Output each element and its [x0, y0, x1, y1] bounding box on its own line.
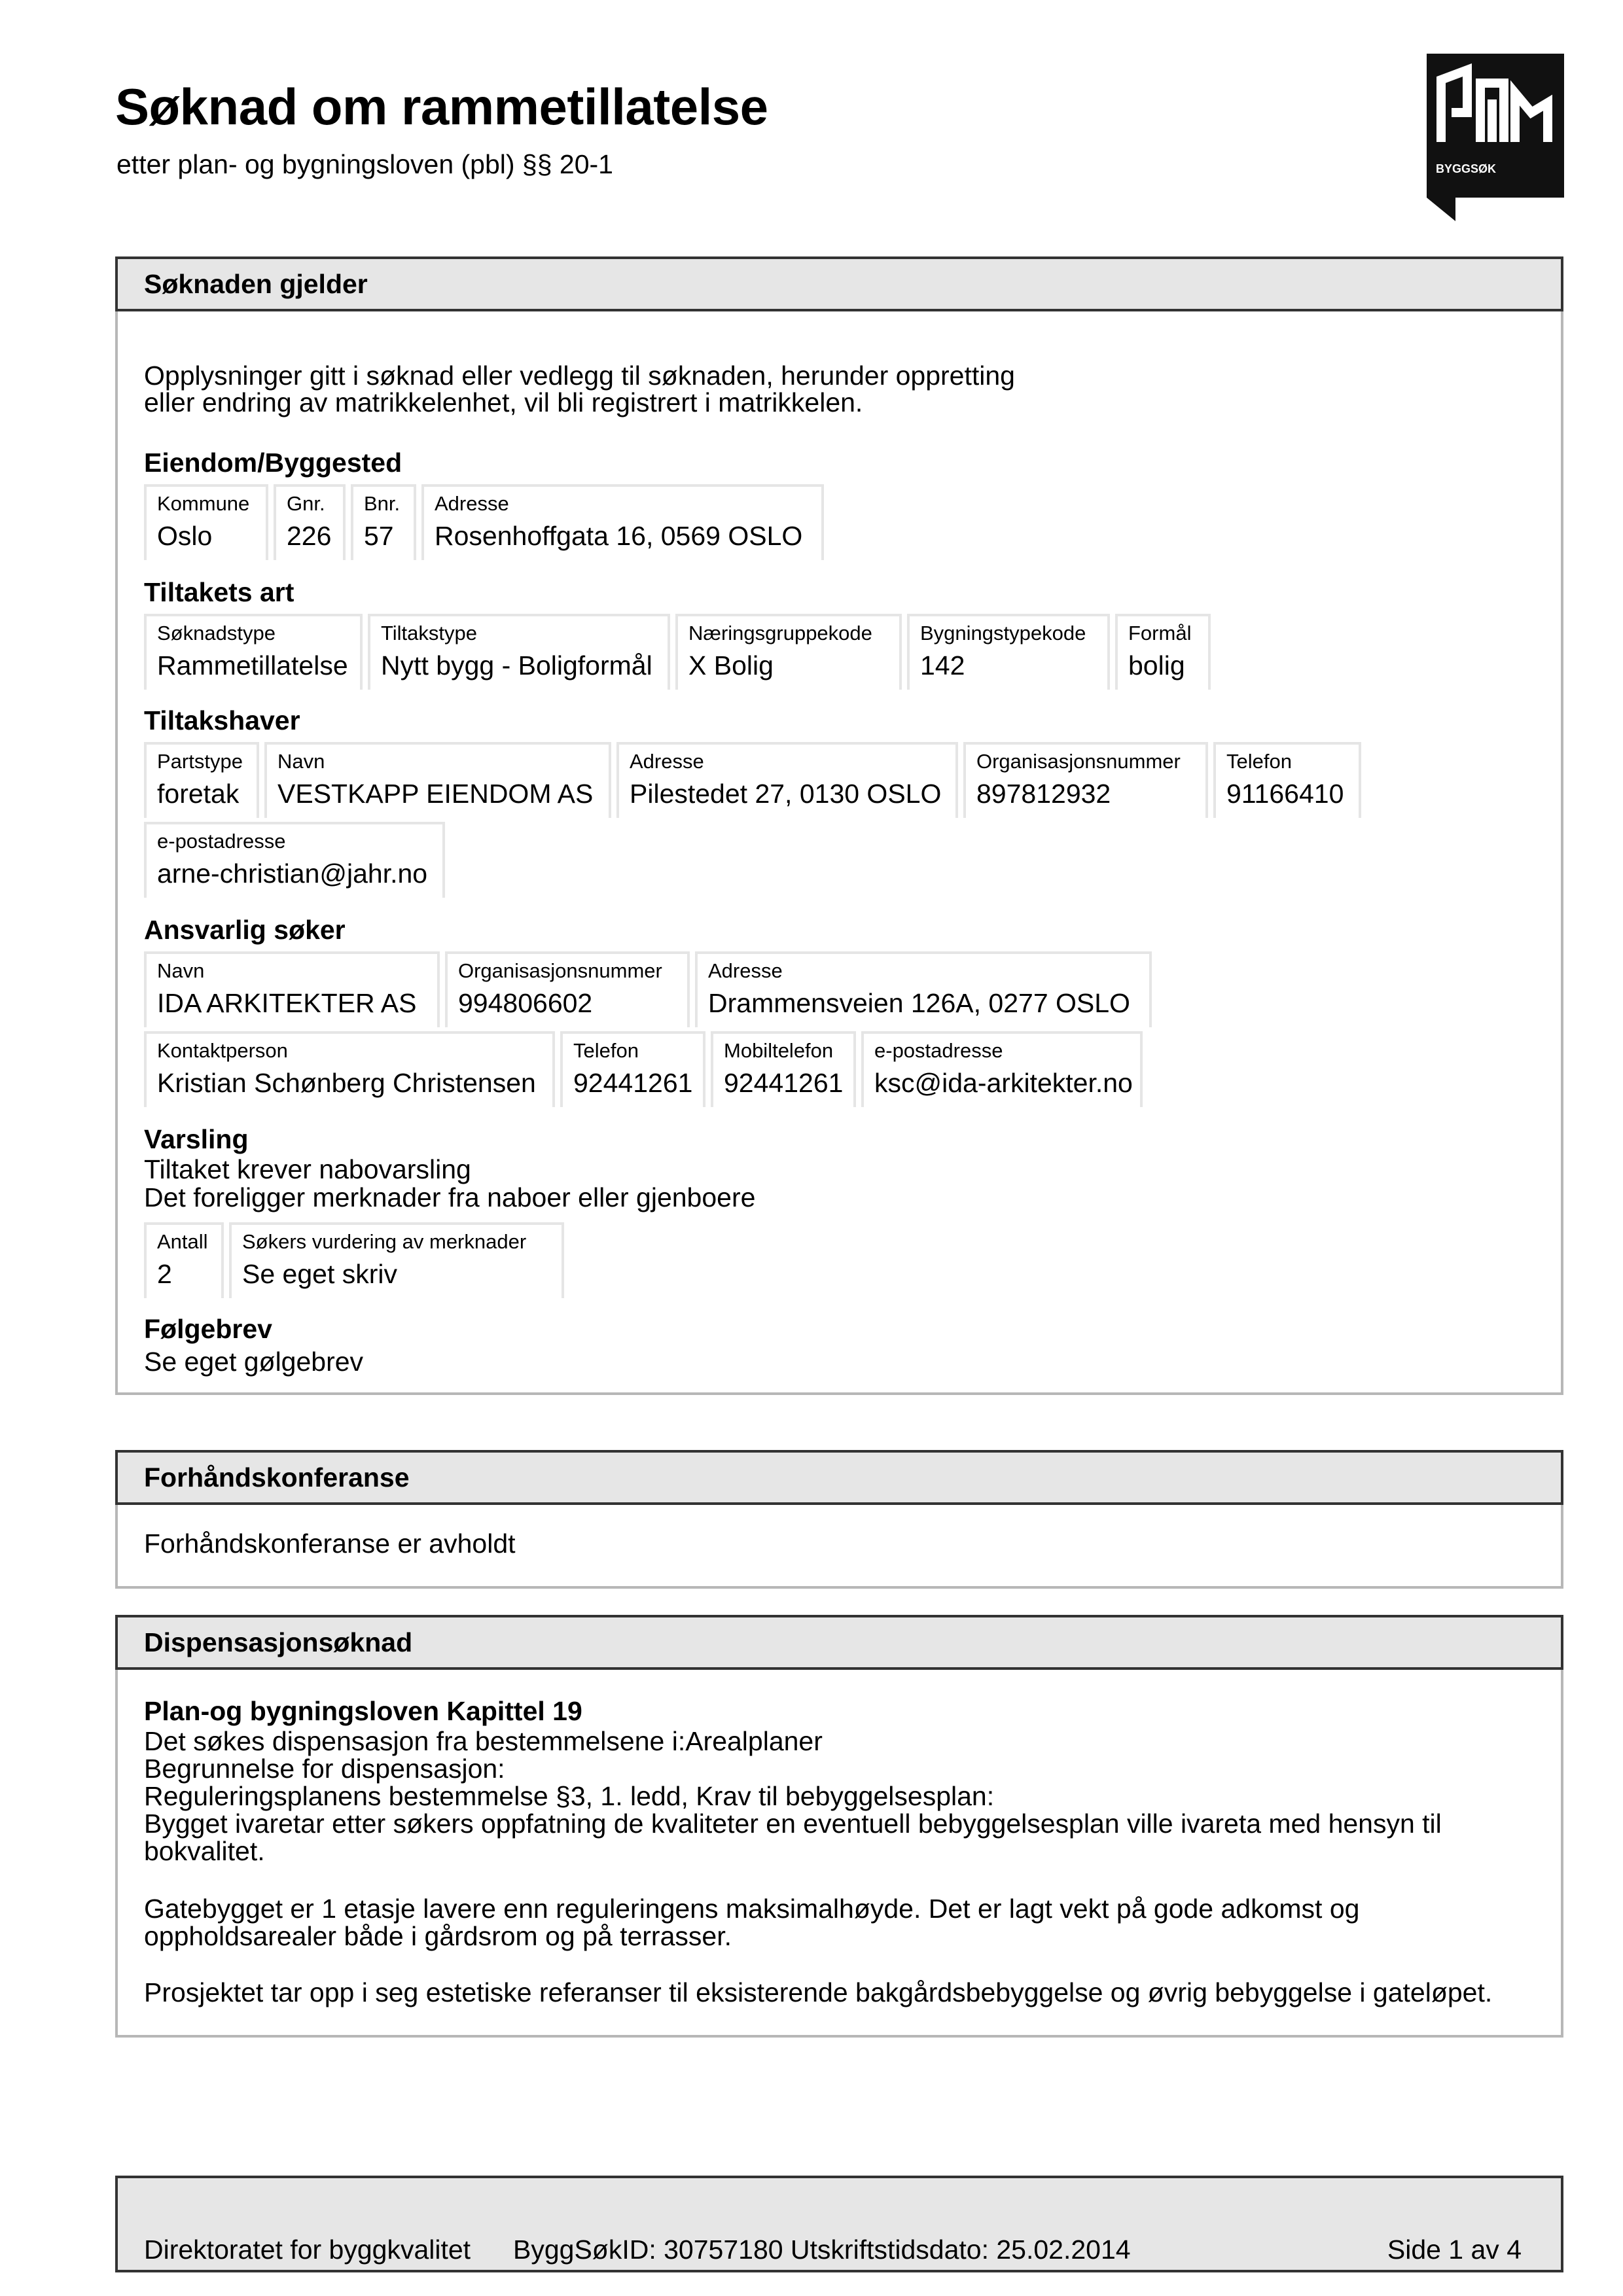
intro-text [144, 362, 1015, 416]
field-value: 226 [287, 521, 332, 551]
field-label: Telefon [573, 1039, 639, 1062]
field-value: Pilestedet 27, 0130 OSLO [630, 779, 942, 809]
varsling-line: Det foreligger merknader fra naboer eller gjenboere [144, 1182, 756, 1212]
field-kommune [144, 484, 268, 560]
field-antall [144, 1222, 224, 1298]
field-value: Rammetillatelse [157, 650, 348, 680]
field-adresse [616, 742, 958, 818]
field-label: Søknadstype [157, 622, 276, 645]
field-label: Tiltakstype [381, 622, 478, 645]
footer-page: Side 1 av 4 [1387, 2234, 1522, 2265]
footer-id: ByggSøkID: 30757180 Utskriftstidsdato: 25.02.2014 [513, 2234, 1131, 2265]
folgebrev-text: Se eget gølgebrev [144, 1347, 364, 1377]
text-line: Det søkes dispensasjon fra bestemmelsene i:Arealplaner [144, 1726, 823, 1756]
field-gnr [274, 484, 346, 560]
field-telefon [560, 1031, 705, 1107]
field-mobiltelefon [711, 1031, 856, 1107]
varsling-text [144, 1156, 755, 1212]
field-value: 92441261 [573, 1068, 693, 1098]
byggsok-logo [1427, 54, 1564, 198]
field-label: Adresse [435, 492, 509, 515]
field-bygningstypekode [907, 614, 1110, 690]
intro-line: Opplysninger gitt i søknad eller vedlegg til søknaden, herunder oppretting [144, 361, 1015, 391]
soknaden-gjelder-section [115, 256, 1563, 1395]
field-value: Kristian Schønberg Christensen [157, 1068, 536, 1098]
footer-org: Direktoratet for byggkvalitet [144, 2234, 471, 2265]
page-footer [115, 2176, 1563, 2272]
dispensasjon-section [115, 1615, 1563, 2038]
field-label: Bygningstypekode [920, 622, 1086, 645]
intro-line: eller endring av matrikkelenhet, vil bli registrert i matrikkelen. [144, 387, 863, 417]
field-value: arne-christian@jahr.no [157, 858, 428, 889]
section-header: Forhåndskonferanse [115, 1450, 1563, 1505]
field-label: Partstype [157, 750, 243, 773]
field-label: Organisasjonsnummer [458, 959, 662, 982]
section-header: Dispensasjonsøknad [115, 1615, 1563, 1670]
field-value: 92441261 [724, 1068, 844, 1098]
text-line: Begrunnelse for dispensasjon: [144, 1754, 505, 1784]
eiendom-heading: Eiendom/Byggested [144, 448, 402, 478]
field-value: IDA ARKITEKTER AS [157, 988, 417, 1018]
field-telefon [1213, 742, 1361, 818]
text-line: Reguleringsplanens bestemmelse §3, 1. ledd, Krav til bebyggelsesplan: [144, 1781, 995, 1811]
field-label: Navn [157, 959, 205, 982]
field-value: Oslo [157, 521, 213, 551]
field-label: e-postadresse [157, 830, 286, 853]
field-adresse [421, 484, 824, 560]
field-adresse [695, 951, 1152, 1027]
ansvarlig-soker-heading: Ansvarlig søker [144, 915, 346, 945]
field-value: 994806602 [458, 988, 593, 1018]
field-value: 897812932 [976, 779, 1111, 809]
text-line: Bygget ivaretar etter søkers oppfatning de kvaliteter en eventuell bebyggelsesplan ville ivareta med hensyn til [144, 1809, 1442, 1839]
page-title: Søknad om rammetillatelse [115, 78, 768, 135]
dispensasjon-paragraph-3: Prosjektet tar opp i seg estetiske referanser til eksisterende bakgårdsbebyggelse og øvrig bebyggelse i gateløpet. [144, 1977, 1493, 2007]
forhandskonferanse-section [115, 1450, 1563, 1589]
ansvarlig-soker-fields [144, 951, 1152, 1027]
field-partstype [144, 742, 259, 818]
field-label: Bnr. [364, 492, 401, 515]
field-value: 57 [364, 521, 394, 551]
field-value: bolig [1128, 650, 1185, 680]
field-label: Adresse [708, 959, 783, 982]
field-navn [144, 951, 440, 1027]
text-line: oppholdsarealer både i gårdsrom og på terrasser. [144, 1921, 732, 1951]
field-e-postadresse [144, 822, 445, 898]
field-value: VESTKAPP EIENDOM AS [277, 779, 594, 809]
tiltakshaver-heading: Tiltakshaver [144, 705, 300, 735]
field-value: Drammensveien 126A, 0277 OSLO [708, 988, 1130, 1018]
text-line: bokvalitet. [144, 1836, 265, 1866]
field-label: Gnr. [287, 492, 325, 515]
forhandskonferanse-text: Forhåndskonferanse er avholdt [144, 1528, 516, 1559]
page-subtitle: etter plan- og bygningsloven (pbl) §§ 20-1 [116, 149, 613, 179]
field-value: Nytt bygg - Boligformål [381, 650, 652, 680]
text-line: Gatebygget er 1 etasje lavere enn reguleringens maksimalhøyde. Det er lagt vekt på gode adkomst og [144, 1894, 1360, 1924]
field-value: 142 [920, 650, 965, 680]
field-value: Rosenhoffgata 16, 0569 OSLO [435, 521, 803, 551]
field-formal [1115, 614, 1211, 690]
field-value: 91166410 [1226, 779, 1344, 809]
field-label: Navn [277, 750, 325, 773]
field-label: Mobiltelefon [724, 1039, 834, 1062]
field-label: Kontaktperson [157, 1039, 288, 1062]
dispensasjon-paragraph-1 [144, 1727, 1442, 1865]
varsling-line: Tiltaket krever nabovarsling [144, 1154, 471, 1184]
field-organisasjonsnummer [963, 742, 1208, 818]
field-label: Næringsgruppekode [688, 622, 872, 645]
folgebrev-heading: Følgebrev [144, 1314, 272, 1344]
tiltakshaver-fields [144, 742, 1361, 818]
ansvarlig-soker-contact [144, 1031, 1143, 1107]
field-tiltakstype [368, 614, 670, 690]
field-value: Se eget skriv [242, 1259, 397, 1289]
dispensasjon-subheading: Plan-og bygningsloven Kapittel 19 [144, 1696, 582, 1726]
logo-text: BYGGSØK [1436, 162, 1497, 175]
field-value: ksc@ida-arkitekter.no [874, 1068, 1133, 1098]
field-navn [264, 742, 611, 818]
varsling-fields [144, 1222, 564, 1298]
field-soknadstype [144, 614, 363, 690]
tiltakshaver-email-row [144, 822, 445, 898]
field-value: X Bolig [688, 650, 774, 680]
section-header: Søknaden gjelder [115, 256, 1563, 311]
field-sokers-vurdering [229, 1222, 564, 1298]
field-e-postadresse [861, 1031, 1143, 1107]
field-label: e-postadresse [874, 1039, 1003, 1062]
tiltakets-art-heading: Tiltakets art [144, 577, 294, 607]
field-organisasjonsnummer [445, 951, 690, 1027]
field-naeringsgruppekode [675, 614, 902, 690]
field-value: 2 [157, 1259, 172, 1289]
field-label: Formål [1128, 622, 1192, 645]
field-value: foretak [157, 779, 240, 809]
eiendom-fields [144, 484, 824, 560]
varsling-heading: Varsling [144, 1124, 249, 1154]
field-bnr [351, 484, 416, 560]
dispensasjon-paragraph-2 [144, 1895, 1359, 1950]
field-label: Organisasjonsnummer [976, 750, 1181, 773]
field-label: Kommune [157, 492, 250, 515]
tiltakets-art-fields [144, 614, 1211, 690]
field-label: Antall [157, 1230, 208, 1253]
field-label: Adresse [630, 750, 704, 773]
field-label: Søkers vurdering av merknader [242, 1230, 527, 1253]
field-label: Telefon [1226, 750, 1292, 773]
field-kontaktperson [144, 1031, 555, 1107]
